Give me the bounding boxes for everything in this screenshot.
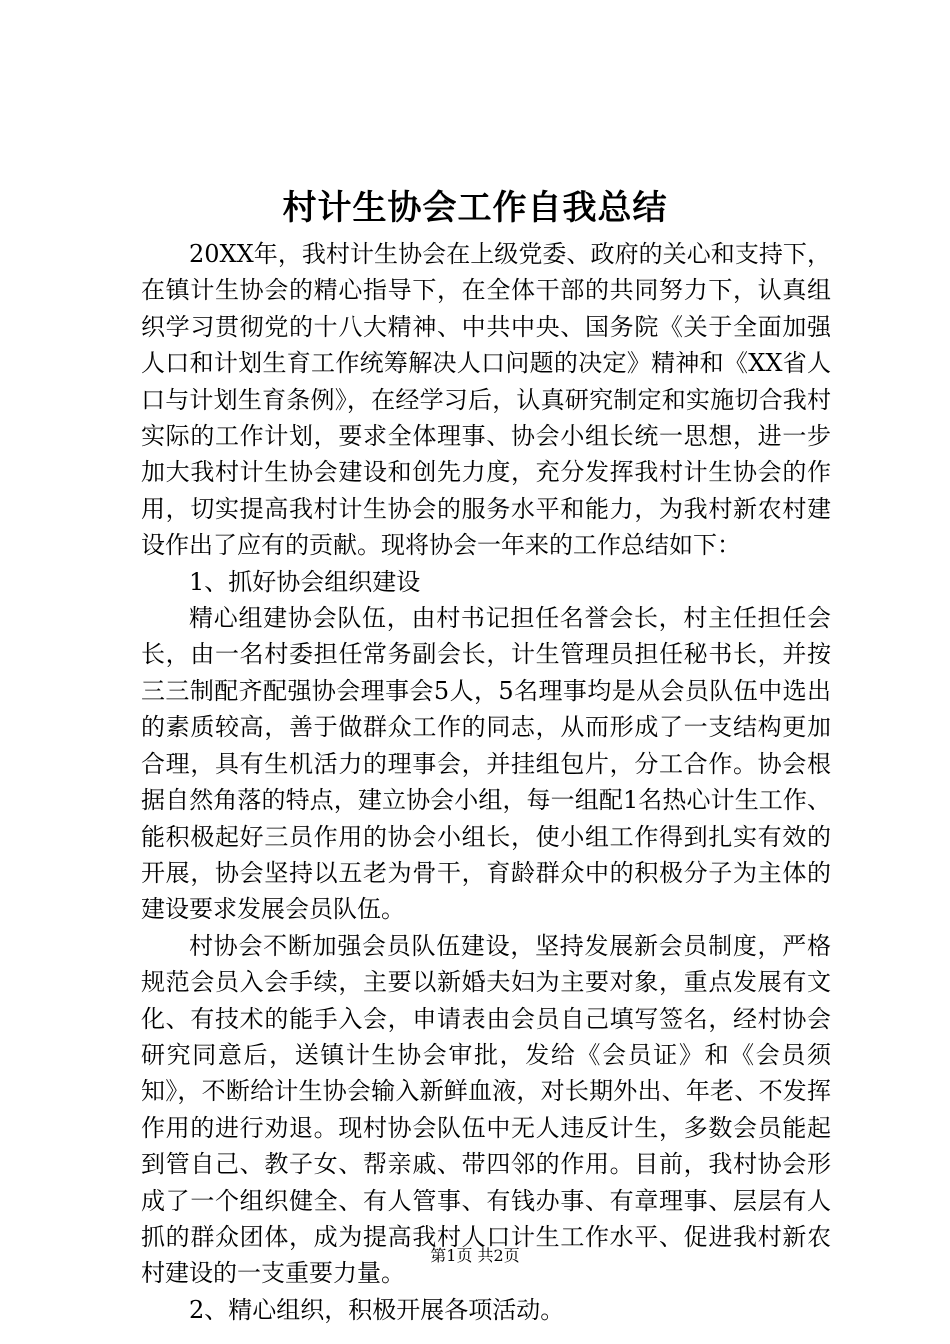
section-heading-1: 1、抓好协会组织建设 xyxy=(189,567,421,596)
page-number-footer: 第1页 共2页 xyxy=(430,1246,520,1265)
paragraph-organization: 精心组建协会队伍，由村书记担任名誉会长，村主任担任会长，由一名村委担任常务副会长，计生管理员担任秘书长，并按三三制配齐配强协会理事会5人，5名理事均是从会员队伍中选出的素质较高，善于做群众工作的同志，从而形成了一支结构更加合理，具有生机活力的理事会，并挂组包片，分工合作。协会根据自然角落的特点，建立协会小组，每一组配1名热心计生工作、能积极起好三员作用的协会小组长，使小组工作得到扎实有效的开展，协会坚持以五老为骨干，育龄群众中的积极分子为主体的建设要求发展会员队伍。 xyxy=(141,604,831,924)
paragraph-intro: 20XX年，我村计生协会在上级党委、政府的关心和支持下，在镇计生协会的精心指导下，在全体干部的共同努力下，认真组织学习贯彻党的十八大精神、中共中央、国务院《关于全面加强人口和计划生育工作统筹解决人口问题的决定》精神和《XX省人口与计划生育条例》，在经学习后，认真研究制定和实施切合我村实际的工作计划，要求全体理事、协会小组长统一思想，进一步加大我村计生协会建设和创先力度，充分发挥我村计生协会的作用，切实提高我村计生协会的服务水平和能力，为我村新农村建设作出了应有的贡献。现将协会一年来的工作总结如下： xyxy=(141,240,831,560)
paragraph-membership: 村协会不断加强会员队伍建设，坚持发展新会员制度，严格规范会员入会手续，主要以新婚夫妇为主要对象，重点发展有文化、有技术的能手入会，申请表由会员自己填写签名，经村协会研究同意后，送镇计生协会审批，发给《会员证》和《会员须知》，不断给计生协会输入新鲜血液，对长期外出、年老、不发挥作用的进行劝退。现村协会队伍中无人违反计生，多数会员能起到管自己、教子女、帮亲戚、带四邻的作用。目前，我村协会形成了一个组织健全、有人管事、有钱办事、有章理事、层层有人抓的群众团体，成为提高我村人口计生工作水平、促进我村新农村建设的一支重要力量。 xyxy=(141,931,831,1288)
document-body xyxy=(141,236,831,1328)
document-title: 村计生协会工作自我总结 xyxy=(282,188,668,228)
section-heading-2: 2、精心组织，积极开展各项活动。 xyxy=(189,1295,565,1324)
